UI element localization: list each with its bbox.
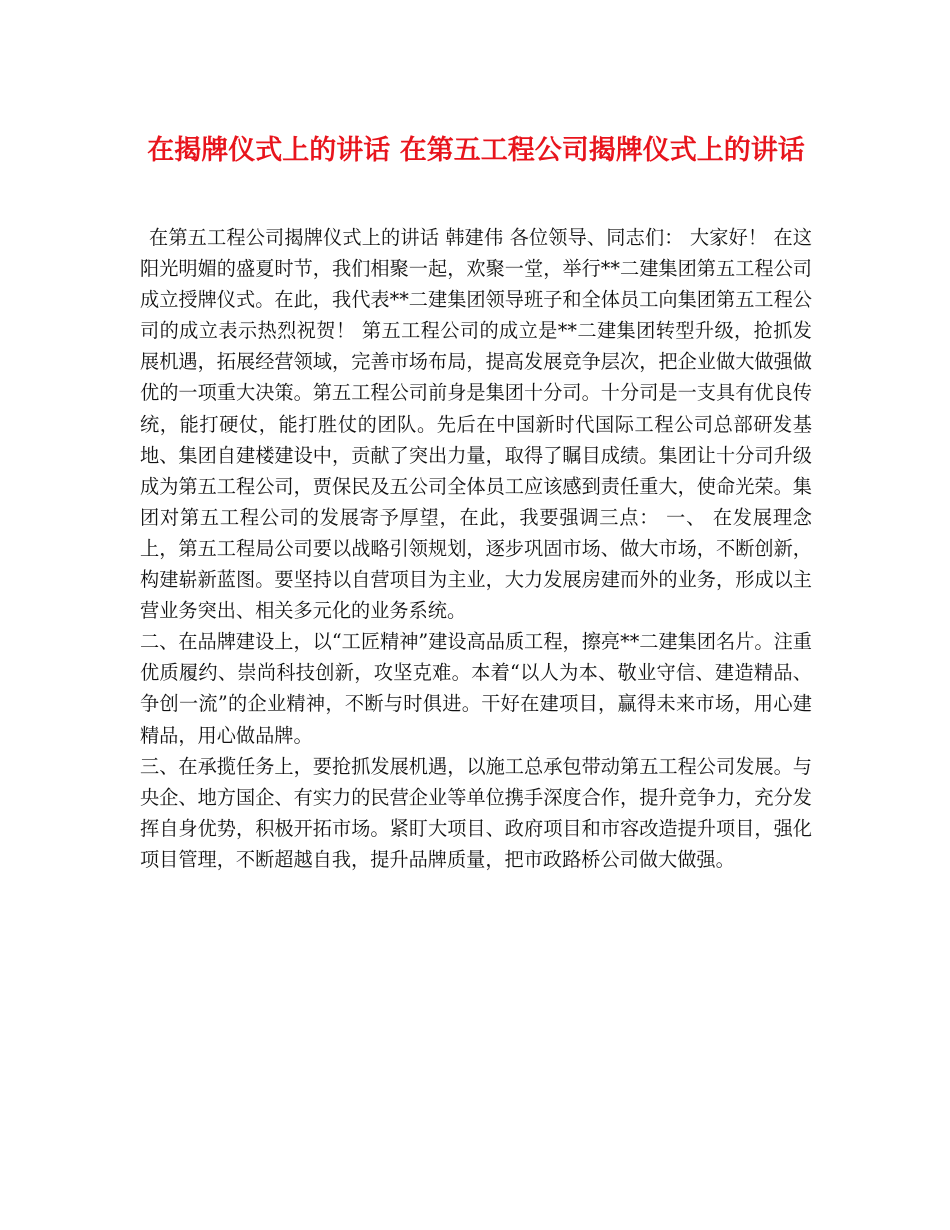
paragraph-opening: 在第五工程公司揭牌仪式上的讲话 韩建伟 各位领导、同志们： 大家好！ 在这阳光明媚的盛夏时节，我们相聚一起，欢聚一堂，举行**二建集团第五工程公司成立授牌仪式。在此，我代表**二建集团领导班子和全体员工向集团第五工程公司的成立表示热烈祝贺！ 第五工程公司的成立是**二建集团转型升级，抢抓发展机遇，拓展经营领域，完善市场布局，提高发展竞争层次，把企业做大做强做优的一项重大决策。第五工程公司前身是集团十分司。十分司是一支具有优良传统，能打硬仗，能打胜仗的团队。先后在中国新时代国际工程公司总部研发基地、集团自建楼建设中，贡献了突出力量，取得了瞩目成绩。集团让十分司升级成为第五工程公司，贾保民及五公司全体员工应该感到责任重大，使命光荣。集团对第五工程公司的发展寄予厚望，在此，我要强调三点： 一、 在发展理念上，第五工程局公司要以战略引领规划，逐步巩固市场、做大市场，不断创新，构建崭新蓝图。要坚持以自营项目为主业，大力发展房建而外的业务，形成以主营业务突出、相关多元化的业务系统。 [140,226,812,623]
document-body [140,222,812,875]
paragraph-point-three: 三、在承揽任务上，要抢抓发展机遇，以施工总承包带动第五工程公司发展。与央企、地方国企、有实力的民营企业等单位携手深度合作，提升竞争力，充分发挥自身优势，积极开拓市场。紧盯大项目、政府项目和市容改造提升项目，强化项目管理，不断超越自我，提升品牌质量，把市政路桥公司做大做强。 [140,754,812,871]
document-title: 在揭牌仪式上的讲话 在第五工程公司揭牌仪式上的讲话 [147,135,805,166]
paragraph-point-two: 二、在品牌建设上，以“工匠精神”建设高品质工程，擦亮**二建集团名片。注重优质履约、崇尚科技创新，攻坚克难。本着“以人为本、敬业守信、建造精品、争创一流”的企业精神，不断与时俱进。干好在建项目，赢得未来市场，用心建精品，用心做品牌。 [140,630,812,747]
